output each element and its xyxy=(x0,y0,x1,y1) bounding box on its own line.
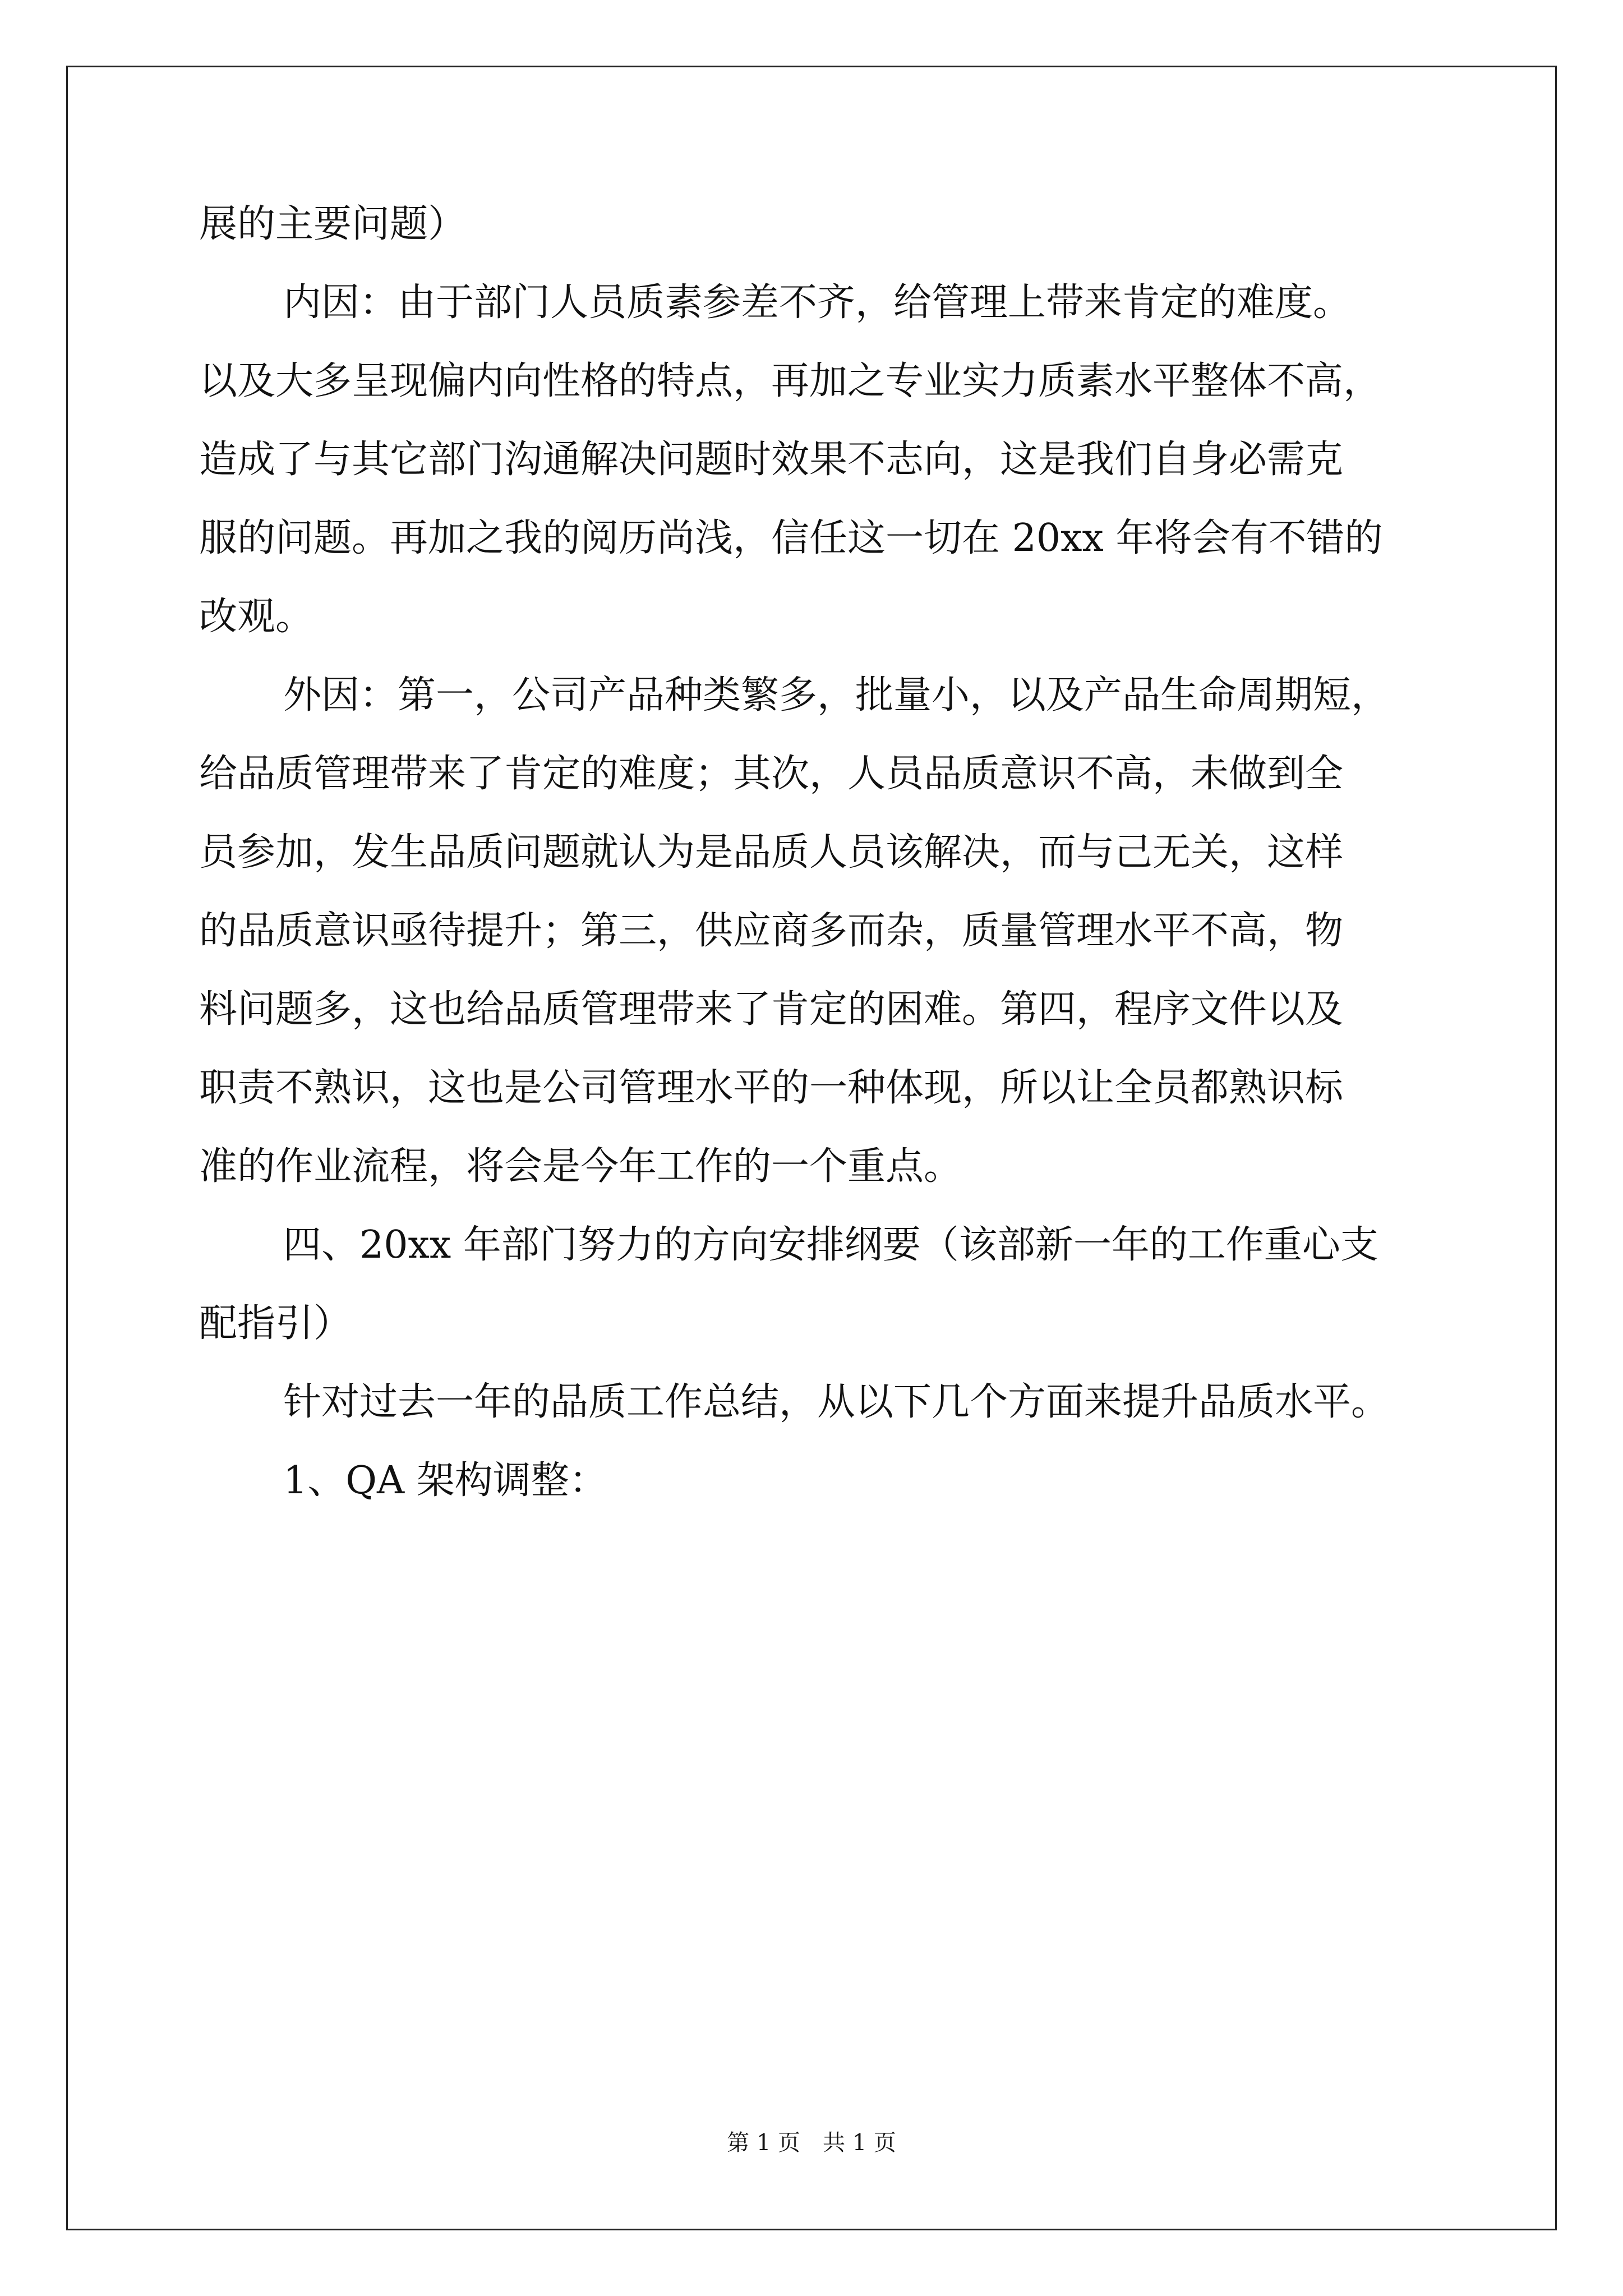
text-line: 造成了与其它部门沟通解决问题时效果不志向，这是我们自身必需克 xyxy=(199,438,1344,482)
text-line: 准的作业流程，将会是今年工作的一个重点。 xyxy=(199,1144,962,1189)
paragraph-internal-causes: 内因：由于部门人员质素参差不齐，给管理上带来肯定的难度。 xyxy=(283,280,1352,325)
text-line: 职责不熟识，这也是公司管理水平的一种体现，所以让全员都熟识标 xyxy=(199,1066,1344,1110)
text-line: 员参加，发生品质问题就认为是品质人员该解决，而与己无关，这样 xyxy=(199,830,1344,875)
text-line: 服的问题。再加之我的阅历尚浅，信任这一切在 20xx 年将会有不错的 xyxy=(199,516,1383,560)
text-line: 的品质意识亟待提升；第三，供应商多而杂，质量管理水平不高，物 xyxy=(199,909,1344,953)
text-line: 配指引） xyxy=(199,1301,352,1346)
text-line: 料问题多，这也给品质管理带来了肯定的困难。第四，程序文件以及 xyxy=(199,987,1344,1032)
paragraph-external-causes: 外因：第一，公司产品种类繁多，批量小，以及产品生命周期短， xyxy=(283,673,1390,717)
page-footer: 第 1 页 共 1 页 xyxy=(727,2130,896,2156)
text-line: 给品质管理带来了肯定的难度；其次，人员品质意识不高，未做到全 xyxy=(199,752,1344,796)
section-heading-four: 四、20xx 年部门努力的方向安排纲要（该部新一年的工作重心支 xyxy=(283,1223,1378,1267)
text-line: 以及大多呈现偏内向性格的特点，再加之专业实力质素水平整体不高， xyxy=(199,359,1382,403)
text-line: 改观。 xyxy=(199,595,314,639)
text-line: 展的主要问题） xyxy=(199,202,467,246)
list-item-qa-structure: 1、QA 架构调整： xyxy=(283,1458,607,1503)
paragraph-summary: 针对过去一年的品质工作总结，从以下几个方面来提升品质水平。 xyxy=(283,1380,1390,1424)
